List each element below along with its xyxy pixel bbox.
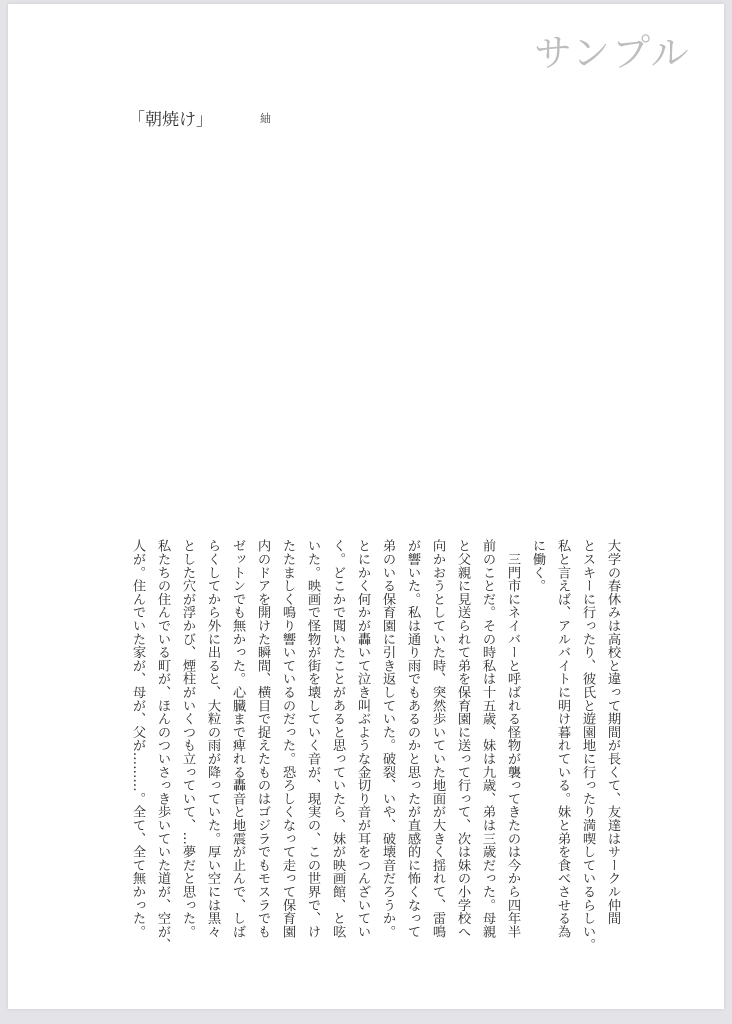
text-line: く。どこかで聞いたことがあると思っていたら、妹が映画館、と呟 xyxy=(330,539,345,938)
text-line: 大学の春休みは高校と違って期間が長くて、友達はサークル仲間 xyxy=(605,539,620,925)
text-line: らくしてから外に出ると、大粒の雨が降っていた。厚い空には黒々 xyxy=(205,539,220,938)
author-name: 紬 xyxy=(260,112,271,125)
sample-watermark: サンプル xyxy=(534,31,691,75)
text-line: いた。映画で怪物が街を壊していく音が、現実の、この世界で、け xyxy=(305,539,320,938)
text-line: 弟のいる保育園に引き返していた。破裂、いや、破壊音だろうか。 xyxy=(380,539,395,938)
text-line: に働く。 xyxy=(530,539,545,593)
text-line: ゼットンでも無かった。心臓まで痺れる轟音と地震が止んで、しば xyxy=(230,539,245,938)
vertical-body-text xyxy=(125,539,625,952)
text-line: 私たちの住んでいる町が、ほんのついさっき歩いていた道が、空が、 xyxy=(155,539,170,952)
text-line: たたましく鳴り響いているのだった。恐ろしくなって走って保育園 xyxy=(280,539,295,938)
document-page xyxy=(8,4,724,1009)
story-title: 「朝焼け」 xyxy=(128,110,213,130)
text-line: とした穴が浮かび、煙柱がいくつも立っていて、…夢だと思った。 xyxy=(180,539,195,938)
text-line: 向かおうとしていた時、突然歩いていた地面が大きく揺れて、雷鳴 xyxy=(430,539,445,938)
text-line: 私と言えば、アルバイトに明け暮れている。妹と弟を食べさせる為 xyxy=(555,539,570,938)
text-line: と父親に見送られて弟を保育園に送って行って、次は妹の小学校へ xyxy=(455,539,470,938)
text-line: 内のドアを開けた瞬間、横目で捉えたものはゴジラでもモスラでも xyxy=(255,539,270,938)
text-line: とにかく何かが轟いて泣き叫ぶような金切り音が耳をつんざいてい xyxy=(355,539,370,938)
text-line: 前のことだ。その時私は十五歳、妹は九歳、弟は三歳だった。母親 xyxy=(480,539,495,938)
text-line: 三門市にネイバーと呼ばれる怪物が襲ってきたのは今から四年半 xyxy=(505,539,520,938)
text-line: が響いた。私は通り雨でもあるのかと思ったが直感的に怖くなって xyxy=(405,539,420,938)
text-line: 人が。住んでいた家が、母が、父が………。全て、全て無かった。 xyxy=(130,539,145,938)
text-line: とスキーに行ったり、彼氏と遊園地に行ったり満喫しているらしい。 xyxy=(580,539,595,952)
